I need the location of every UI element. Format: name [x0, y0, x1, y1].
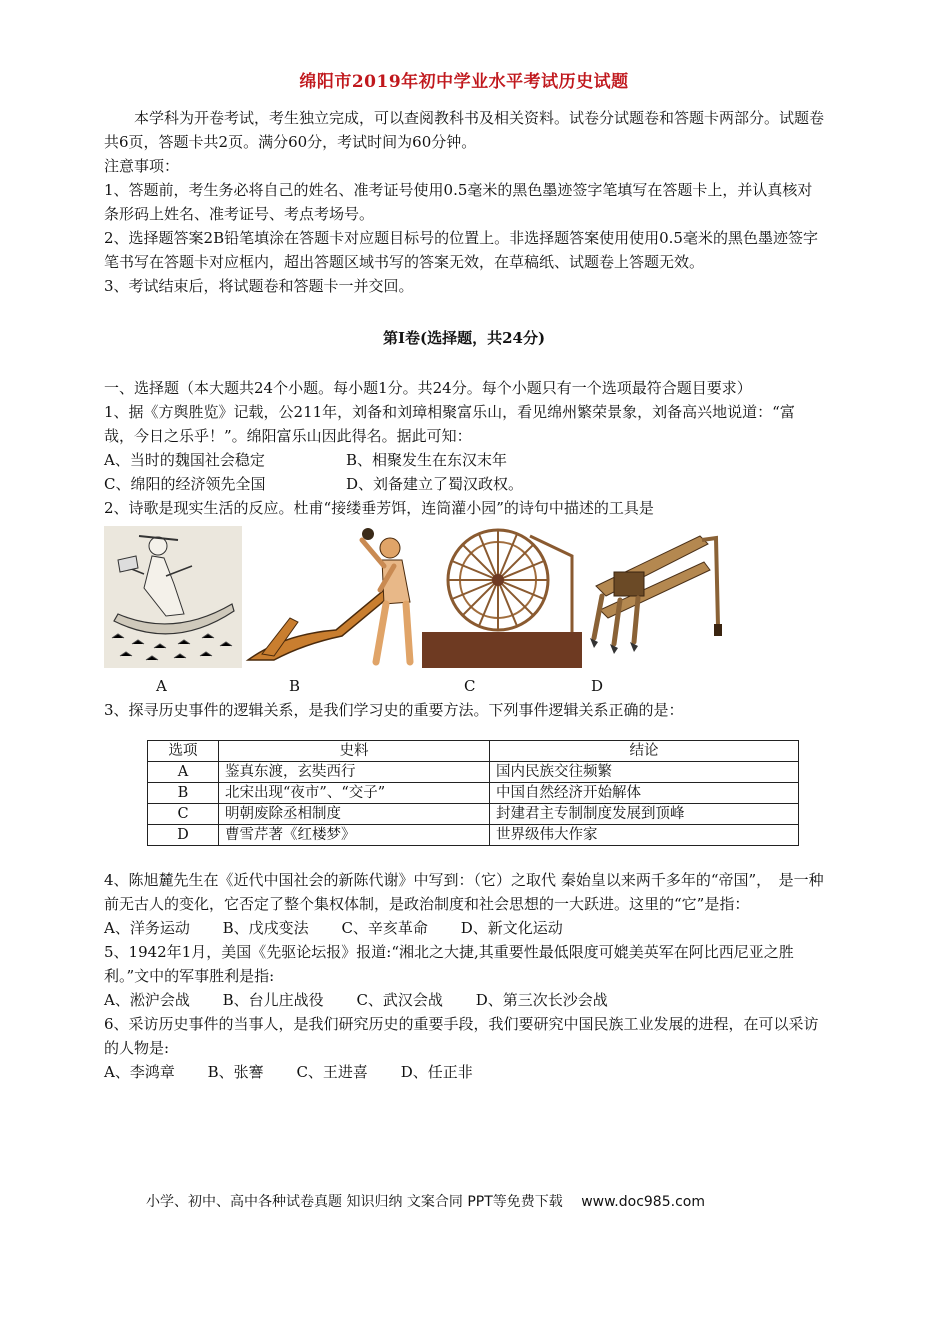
ancient-fishing-sketch-image	[104, 526, 242, 668]
question-6-stem: 6、采访历史事件的当事人，是我们研究历史的重要手段，我们要研究中国民族工业发展的进程，在可以采访的人物是:	[104, 1015, 819, 1057]
notice-item: 1、答题前，考生务必将自己的姓名、准考证号使用0.5毫米的黑色墨迹签字笔填写在答题卡上，并认真核对条形码上姓名、准考证号、考点考场号。	[104, 181, 813, 223]
option-c: C、绵阳的经济领先全国	[104, 475, 266, 493]
plough-image	[244, 526, 416, 668]
question-1-options	[104, 448, 824, 496]
option-a: A、李鸿章	[104, 1063, 175, 1081]
option-d: D、刘备建立了蜀汉政权。	[346, 475, 524, 493]
option-d: D、新文化运动	[460, 919, 563, 937]
option-a: A、当时的魏国社会稳定	[104, 451, 265, 469]
question-3-table	[147, 740, 799, 846]
table-row	[148, 804, 799, 825]
question-5-stem: 5、1942年1月，美国《先驱论坛报》报道:“湘北之大捷,其重要性最低限度可媲美英军在阿比西尼亚之胜利。”文中的军事胜利是指:	[104, 943, 794, 985]
question-2-stem: 2、诗歌是现实生活的反应。杜甫“接缕垂芳饵，连筒灌小园”的诗句中描述的工具是	[104, 499, 654, 517]
table-cell: 国内民族交往频繁	[490, 762, 799, 783]
option-c: C、辛亥革命	[341, 919, 428, 937]
notice-item: 2、选择题答案2B铅笔填涂在答题卡对应题目标号的位置上。非选择题答案使用使用0.5毫米的黑色墨迹签字笔书写在答题卡对应框内，超出答题区域书写的答案无效，在草稿纸、试题卷上答题无效。	[104, 229, 818, 271]
question-4-options	[104, 916, 824, 940]
intro-paragraph: 本学科为开卷考试，考生独立完成，可以查阅教科书及相关资料。试卷分试题卷和答题卡两部分。试题卷共6页，答题卡共2页。满分60分，考试时间为60分钟。	[104, 109, 825, 151]
option-a: A、洋务运动	[104, 919, 190, 937]
table-cell: D	[148, 825, 219, 846]
section-title: 第Ⅰ卷(选择题，共24分)	[382, 329, 546, 347]
table-cell: C	[148, 804, 219, 825]
option-b: B、张謇	[207, 1063, 264, 1081]
table-header: 选项	[148, 741, 219, 762]
question-2-images	[104, 526, 824, 674]
question-6-options	[104, 1060, 824, 1084]
option-d: D、第三次长沙会战	[475, 991, 608, 1009]
table-header-row	[148, 741, 799, 762]
image-label-c: C	[464, 677, 476, 695]
table-row	[148, 783, 799, 804]
table-cell: 封建君主专制制度发展到顶峰	[490, 804, 799, 825]
notice-item: 3、考试结束后，将试题卷和答题卡一并交回。	[104, 277, 414, 295]
question-4-stem: 4、陈旭麓先生在《近代中国社会的新陈代谢》中写到：（它）之取代 秦始皇以来两千多年的“帝国”， 是一种前无古人的变化，它否定了整个集权体制，是政治制度和社会思想的一大跃进。这里的“它”是指：	[104, 871, 824, 913]
page-title: 绵阳市2019年初中学业水平考试历史试题	[299, 72, 629, 92]
table-cell: 中国自然经济开始解体	[490, 783, 799, 804]
table-cell: 世界级伟大作家	[490, 825, 799, 846]
exam-page	[104, 70, 824, 1084]
option-d: D、任正非	[400, 1063, 473, 1081]
question-5-options	[104, 988, 824, 1012]
table-cell: B	[148, 783, 219, 804]
option-a: A、淞沪会战	[104, 991, 190, 1009]
question-1-stem: 1、据《方舆胜览》记载，公211年，刘备和刘璋相聚富乐山，看见绵州繁荣景象，刘备高兴地说道：“富哉，今日之乐乎！”。绵阳富乐山因此得名。据此可知：	[104, 403, 795, 445]
table-cell: 曹雪芹著《红楼梦》	[219, 825, 490, 846]
option-c: C、武汉会战	[356, 991, 443, 1009]
table-cell: 鉴真东渡，玄奘西行	[219, 762, 490, 783]
part-one-instructions: 一、选择题（本大题共24个小题。每小题1分。共24分。每个小题只有一个选项最符合题目要求）	[104, 379, 752, 397]
option-b: B、台儿庄战役	[222, 991, 324, 1009]
question-2-image-labels	[104, 674, 824, 698]
question-3-stem: 3、探寻历史事件的逻辑关系，是我们学习史的重要方法。下列事件逻辑关系正确的是：	[104, 701, 684, 719]
seed-drill-image	[580, 526, 730, 668]
option-b: B、相聚发生在东汉末年	[346, 451, 508, 469]
table-cell: 北宋出现“夜市”、“交子”	[219, 783, 490, 804]
table-cell: 明朝废除丞相制度	[219, 804, 490, 825]
notice-header: 注意事项：	[104, 157, 180, 175]
table-header: 史料	[219, 741, 490, 762]
table-row	[148, 762, 799, 783]
water-wheel-image	[422, 526, 582, 668]
image-label-b: B	[289, 677, 301, 695]
page-footer: 小学、初中、高中各种试卷真题 知识归纳 文案合同 PPT等免费下载 www.doc985.com	[146, 1194, 705, 1210]
image-label-a: A	[156, 677, 167, 695]
table-row	[148, 825, 799, 846]
image-label-d: D	[591, 677, 604, 695]
table-header: 结论	[490, 741, 799, 762]
option-c: C、王进喜	[296, 1063, 368, 1081]
table-cell: A	[148, 762, 219, 783]
option-b: B、戊戌变法	[222, 919, 309, 937]
